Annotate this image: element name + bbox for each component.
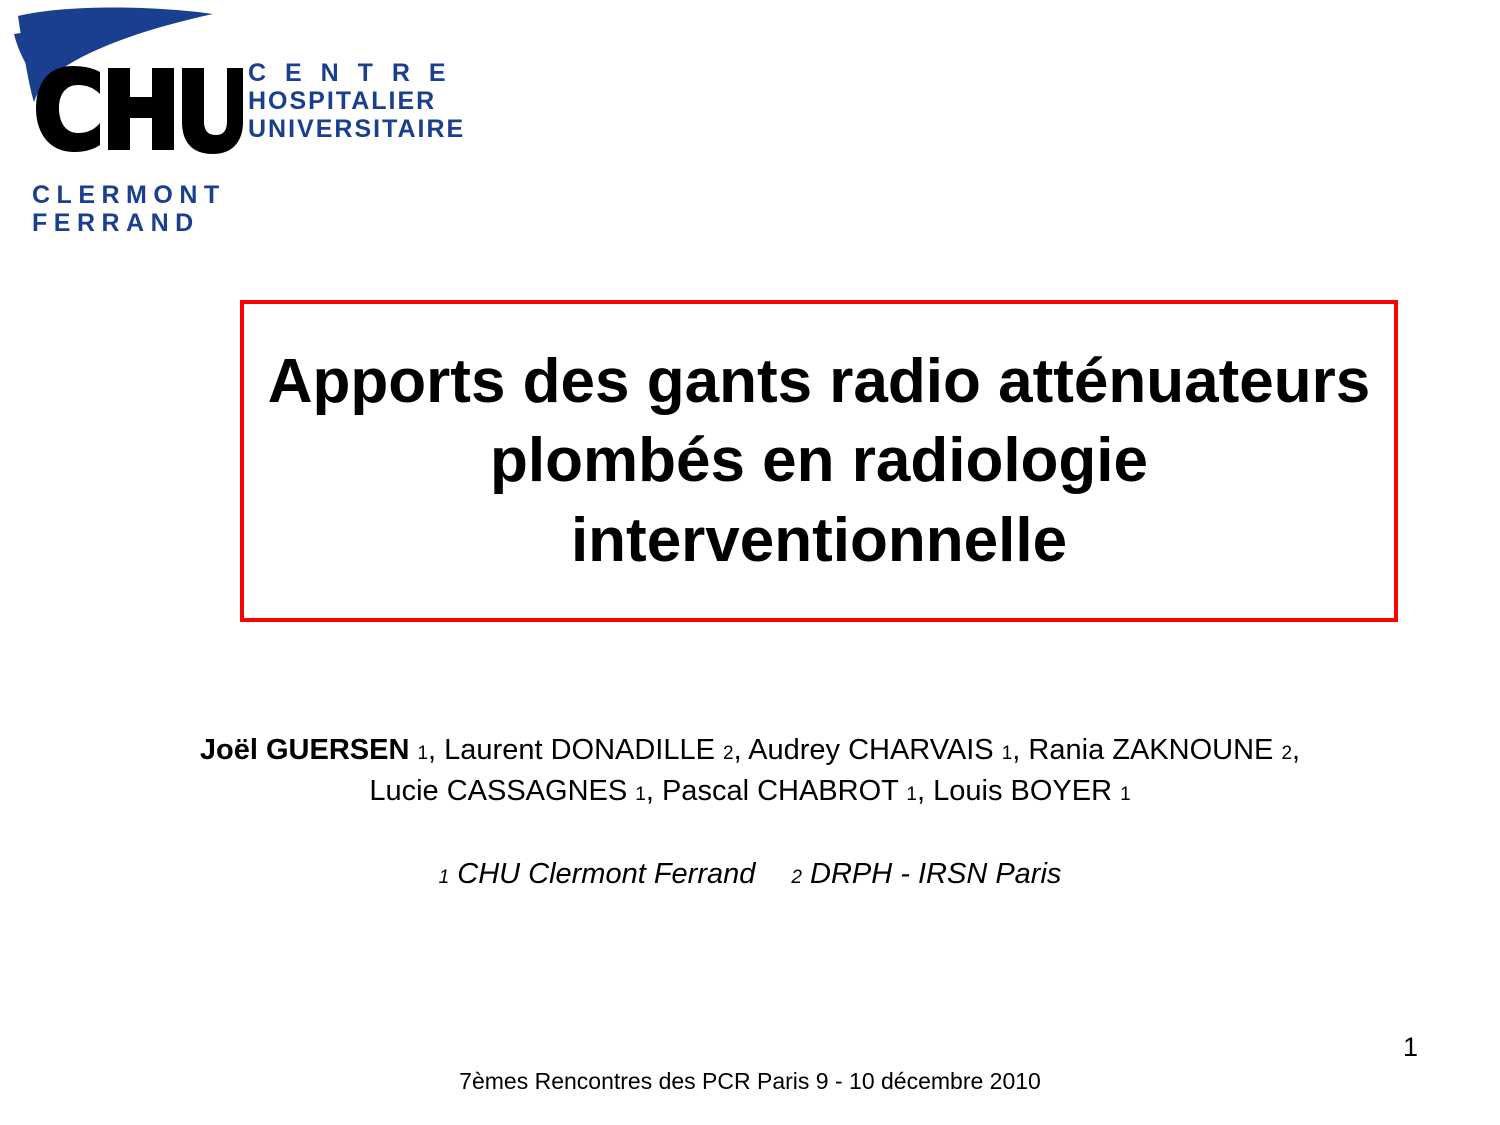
affiliation-list [20, 858, 1480, 891]
author-affiliation-marker: 1 [1120, 784, 1131, 806]
affiliation-marker: 1 [438, 867, 450, 888]
author-name: Rania ZAKNOUNE [1028, 734, 1274, 766]
logo-city-clermont: CLERMONT [32, 181, 226, 209]
logo-word-centre: C E N T R E [248, 59, 452, 87]
author-name: Joël GUERSEN [199, 734, 410, 766]
title-box [240, 300, 1398, 622]
logo-city-ferrand: FERRAND [32, 208, 200, 237]
page-number: 1 [1402, 1032, 1418, 1062]
chu-logo-icon [8, 4, 243, 189]
author-line-1: Joël GUERSEN 1, Laurent DONADILLE 2, Audrey CHARVAIS 1, Rania ZAKNOUNE 2, [199, 734, 1301, 766]
author-affiliation-marker: 2 [1281, 743, 1293, 764]
logo-wordmark [248, 59, 465, 143]
affiliation-label: DRPH - IRSN Paris [810, 858, 1062, 890]
author-name: Pascal CHABROT [661, 775, 899, 808]
logo-word-hospitalier: HOSPITALIER [248, 87, 437, 115]
author-name: Laurent DONADILLE [444, 734, 715, 766]
author-affiliation-marker: 2 [723, 743, 734, 764]
page-title: Apports des gants radio atténuateurs plombés en radiologie interventionnelle [267, 346, 1371, 575]
author-affiliation-marker: 1 [417, 743, 429, 764]
institution-logo [8, 4, 478, 249]
affiliation-label: CHU Clermont Ferrand [457, 858, 756, 890]
author-affiliation-marker: 1 [635, 784, 646, 806]
logo-city [32, 182, 226, 237]
author-affiliation-marker: 1 [906, 784, 917, 806]
author-affiliation-marker: 1 [1001, 743, 1013, 764]
author-line-2: Lucie CASSAGNES 1, Pascal CHABROT 1, Louis BOYER 1 [369, 775, 1131, 808]
author-list [20, 730, 1480, 812]
author-name: Louis BOYER [933, 775, 1113, 808]
author-name: Lucie CASSAGNES [369, 775, 628, 808]
author-name: Audrey CHARVAIS [748, 734, 994, 766]
affiliation-marker: 2 [791, 867, 802, 888]
logo-word-universitaire: UNIVERSITAIRE [248, 115, 466, 143]
footer-note: 7èmes Rencontres des PCR Paris 9 - 10 décembre 2010 [459, 1068, 1041, 1094]
